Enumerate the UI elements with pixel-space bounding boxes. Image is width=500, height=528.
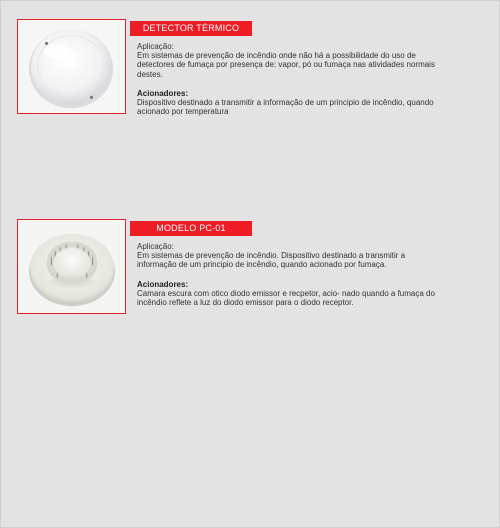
product-card-heat-detector <box>17 19 487 119</box>
application-text: Em sistemas de prevenção de incêndio. Dispositivo destinado a transmitir a informação de um principio de incêndio, quando acionado por fumaça. <box>137 251 406 270</box>
application-text: Em sistemas de prevenção de incêndio onde não há a possibilidade do uso de detectores de fumaça por presença de: vapor, pó ou fumaça nas atividades normais destes. <box>137 51 435 79</box>
product-description <box>137 242 437 307</box>
product-description <box>137 42 437 116</box>
heat-detector-photo <box>17 19 126 114</box>
actuators-text: Camara escura com otico diodo emissor e recpetor, acio- nado quando a fumaça do incêndio reflete a luz do diodo emissor para o diodo receptor. <box>137 288 435 308</box>
actuators-label: Acionadores: <box>137 88 189 98</box>
smoke-detector-photo <box>17 219 126 314</box>
application-label: Aplicação: <box>137 42 174 51</box>
product-title: MODELO PC-01 <box>130 221 252 236</box>
application-label: Aplicação: <box>137 242 174 251</box>
product-title: DETECTOR TÉRMICO <box>130 21 252 36</box>
product-card-smoke-detector <box>17 219 487 319</box>
actuators-label: Acionadores: <box>137 279 189 289</box>
actuators-text: Dispositivo destinado a transmitir a informação de um principio de incêndio, quando acionado por temperatura <box>137 98 434 117</box>
